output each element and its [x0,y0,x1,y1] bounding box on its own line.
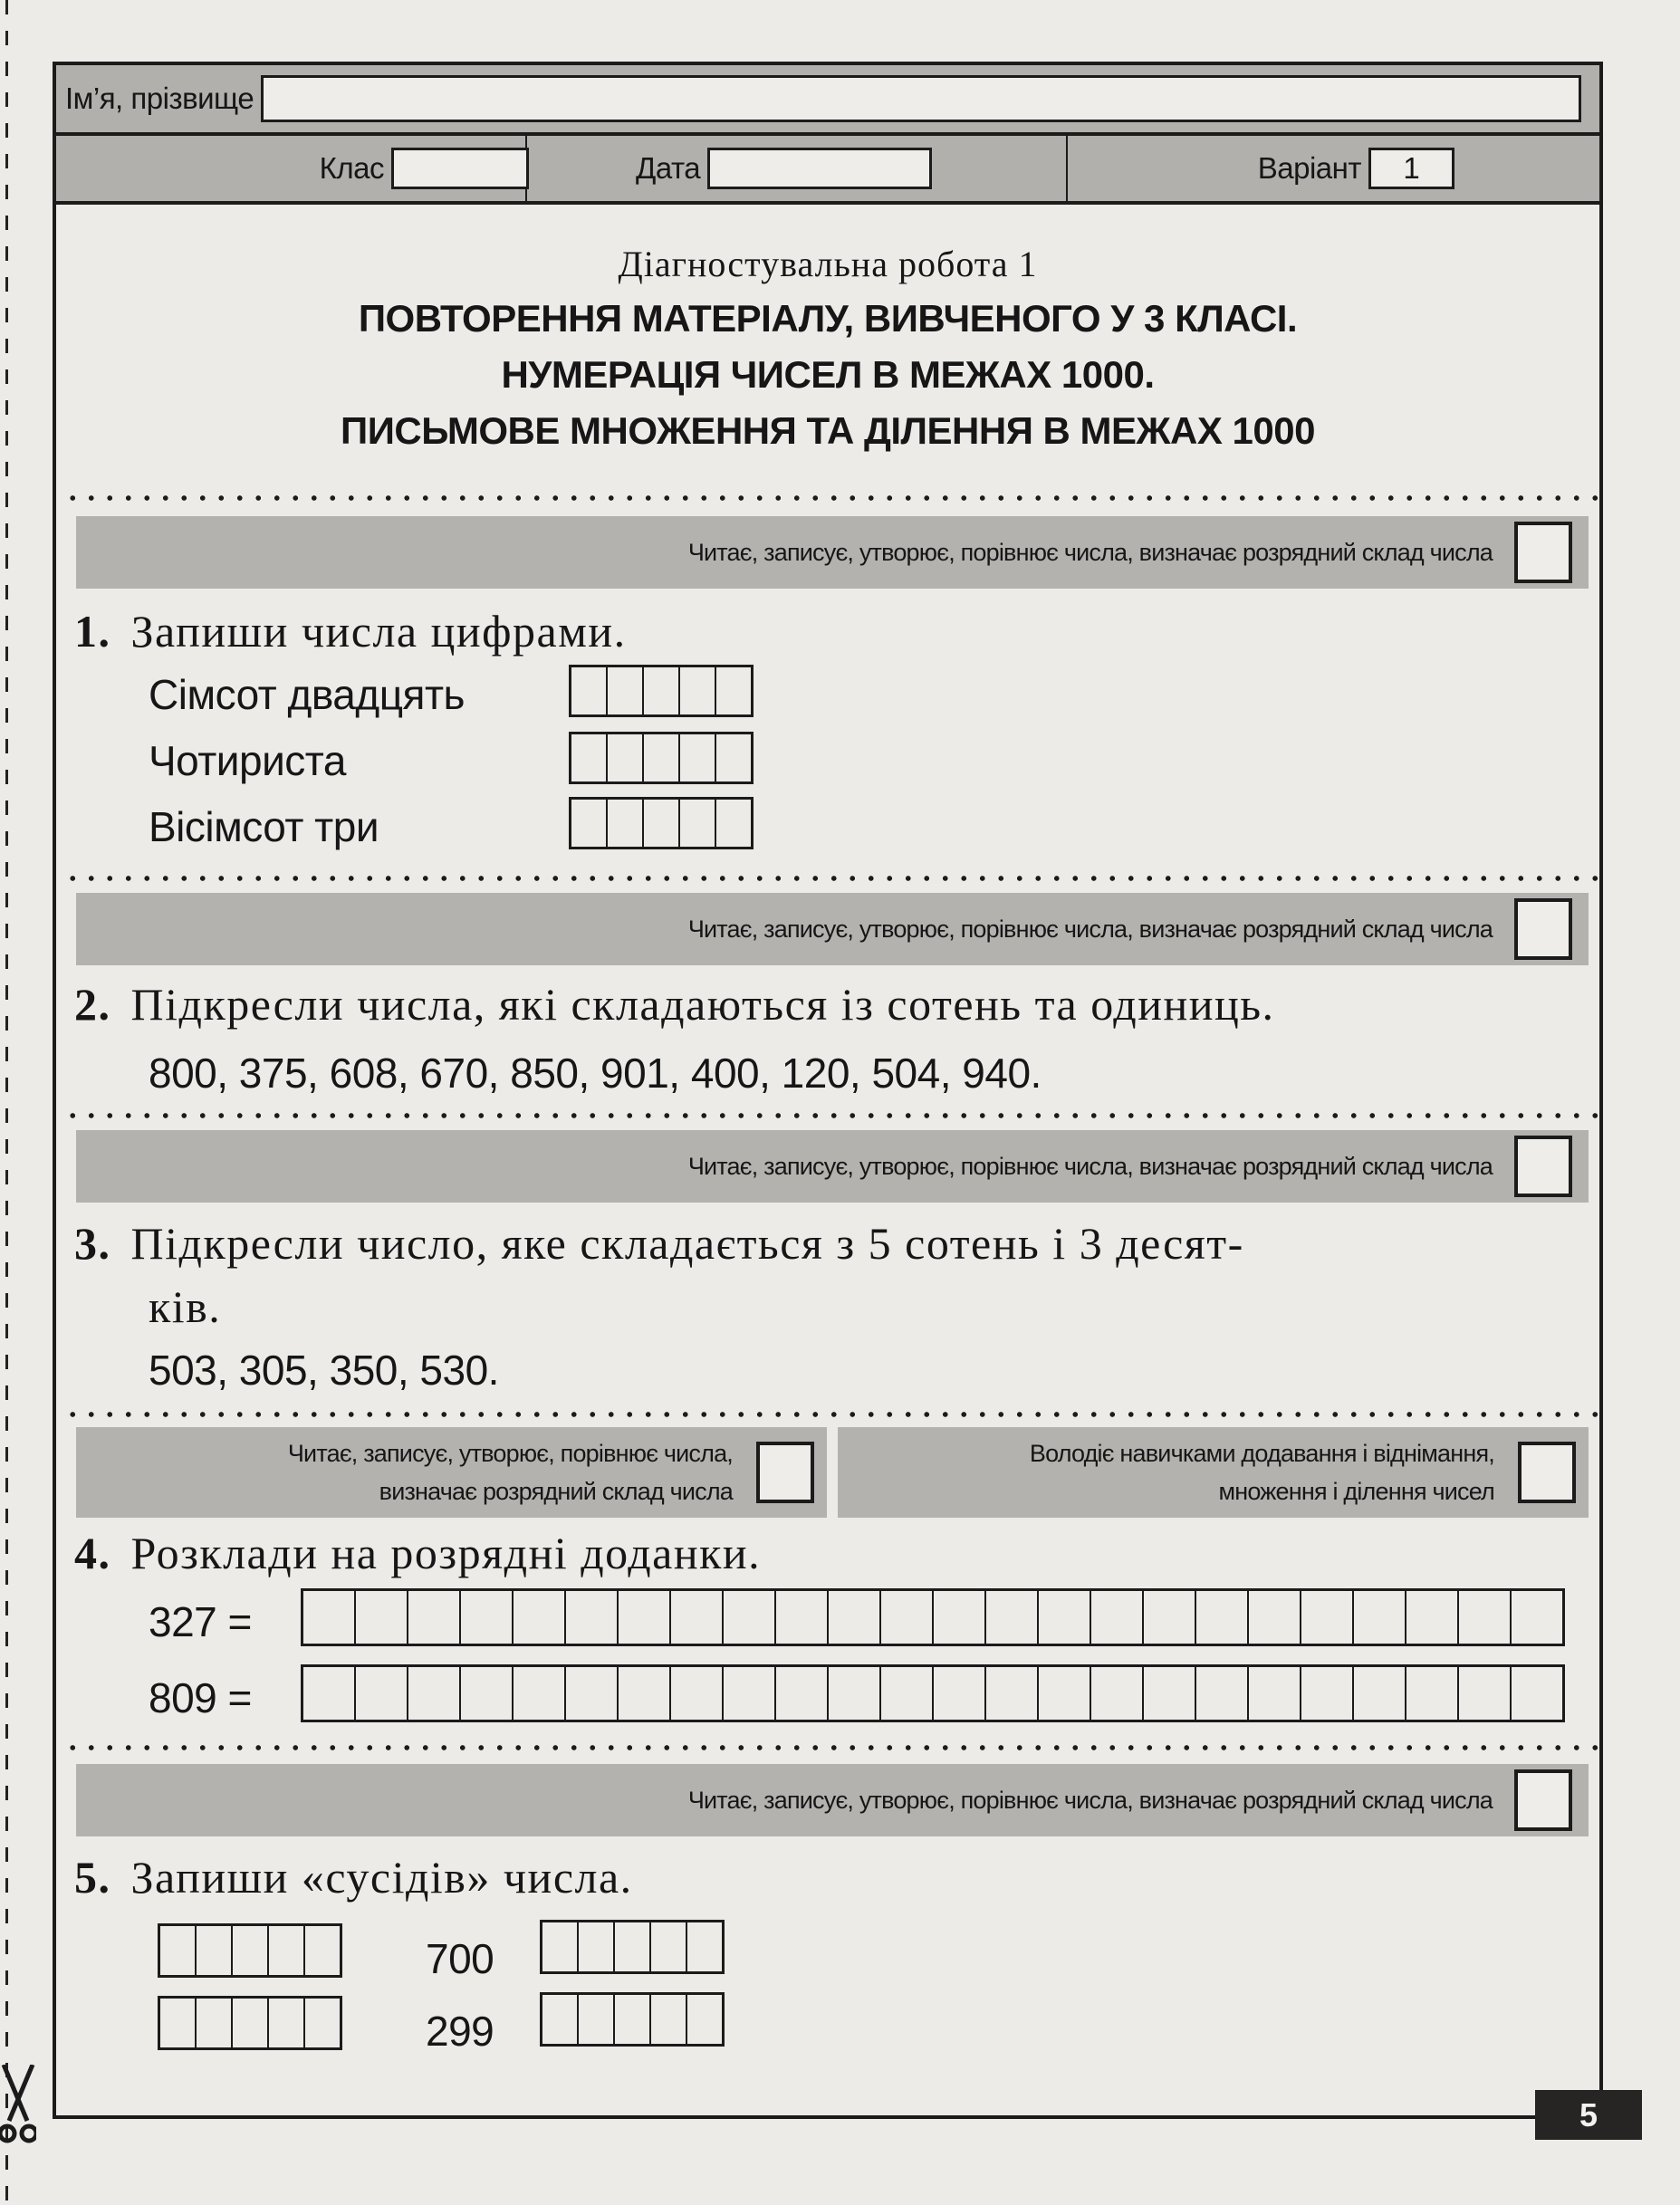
divider [63,1112,1598,1119]
answer-cell[interactable] [566,1591,619,1644]
answer-cell[interactable] [934,1591,986,1644]
answer-cell[interactable] [1512,1591,1562,1644]
date-label: Дата [636,151,701,185]
name-label: Ім’я, прізвище [65,81,254,115]
answer-cell[interactable] [1144,1591,1196,1644]
title-line-3: ПИСЬМОВЕ МНОЖЕННЯ ТА ДІЛЕННЯ В МЕЖАХ 1000 [341,409,1315,452]
answer-cell[interactable] [1039,1591,1091,1644]
answer-cell[interactable] [356,1591,408,1644]
answer-cell[interactable] [619,1667,671,1720]
date-cell [527,136,1068,201]
answer-cell[interactable] [829,1667,881,1720]
task-4-heading [74,1527,761,1579]
answer-cell[interactable] [461,1667,514,1720]
answer-cell[interactable] [514,1591,566,1644]
divider [63,875,1598,882]
answer-cell[interactable] [776,1667,829,1720]
answer-cell[interactable] [1249,1667,1301,1720]
criterion-bar-3 [76,1130,1589,1203]
number-299: 299 [426,2008,494,2055]
answer-cell[interactable] [1196,1667,1249,1720]
task-number: 1. [74,606,111,657]
criterion-bar-2 [76,893,1589,965]
task-text: Підкресли числа, які складаються із сотень та одиниць. [130,979,1275,1030]
criterion-text: Читає, записує, утворює, порівнює числа, визначає розрядний склад числа [287,1440,733,1505]
answer-cell[interactable] [1144,1667,1196,1720]
answer-cell[interactable] [566,1667,619,1720]
divider [63,1744,1598,1751]
answer-cells-3[interactable] [569,797,754,849]
criterion-text: Володіє навичками додавання і віднімання, множення і ділення чисел [1029,1440,1494,1505]
answer-cell[interactable] [356,1667,408,1720]
task-number: 2. [74,979,111,1030]
class-label: Клас [319,151,384,185]
variant-field[interactable]: 1 [1368,148,1454,189]
class-field[interactable] [391,148,529,189]
criterion-text: Читає, записує, утворює, порівнює числа, визначає розрядний склад числа [687,916,1493,943]
neighbor-before-700[interactable] [158,1923,342,1978]
date-field[interactable] [707,148,932,189]
answer-cell[interactable] [724,1591,776,1644]
answer-cell[interactable] [829,1591,881,1644]
task-number: 3. [74,1218,111,1269]
task-1-item-3: Вісімсот три [149,803,379,850]
task-text: Розклади на розрядні доданки. [130,1528,762,1578]
assessment-checkbox[interactable] [1514,1136,1572,1197]
answer-cell[interactable] [724,1667,776,1720]
criterion-numeration [76,1427,827,1518]
variant-cell [1068,136,1599,201]
answer-cell[interactable] [1301,1591,1354,1644]
criterion-bar-4 [76,1427,1589,1518]
criterion-text: Читає, записує, утворює, порівнює числа, визначає розрядний склад числа [687,1153,1493,1180]
answer-cell[interactable] [1459,1667,1512,1720]
task-number: 5. [74,1852,111,1903]
neighbor-after-299[interactable] [540,1992,725,2047]
answer-cell[interactable] [1354,1591,1406,1644]
expression-327: 327 = [149,1598,252,1645]
answer-cell[interactable] [1301,1667,1354,1720]
task-1-item-2: Чотириста [149,737,346,784]
class-cell [56,136,527,201]
number-700: 700 [426,1935,494,1982]
neighbor-after-700[interactable] [540,1920,725,1974]
answer-cell[interactable] [986,1591,1039,1644]
task-5-heading [74,1851,633,1903]
answer-cells-1[interactable] [569,665,754,717]
task-text: Запиши числа цифрами. [130,606,627,657]
answer-cell[interactable] [1406,1591,1459,1644]
assessment-checkbox[interactable] [1518,1442,1576,1503]
answer-cell[interactable] [1354,1667,1406,1720]
answer-cell[interactable] [303,1667,356,1720]
answer-cell[interactable] [1091,1667,1144,1720]
task-number: 4. [74,1528,111,1578]
answer-cell[interactable] [303,1591,356,1644]
answer-cell[interactable] [461,1591,514,1644]
answer-cell[interactable] [408,1591,461,1644]
divider [63,1411,1598,1418]
answer-cell[interactable] [1512,1667,1562,1720]
answer-cell[interactable] [1249,1591,1301,1644]
answer-cell[interactable] [408,1667,461,1720]
divider [63,494,1598,502]
task-text: Підкресли число, яке складається з 5 сотень і 3 десят- [130,1218,1244,1269]
criterion-text: Читає, записує, утворює, порівнює числа, визначає розрядний склад числа [687,539,1493,566]
answer-cell[interactable] [881,1667,934,1720]
task-2-numbers: 800, 375, 608, 670, 850, 901, 400, 120, 504, 940. [149,1050,1042,1097]
task-3-heading [74,1217,1244,1270]
criterion-bar-5 [76,1764,1589,1836]
answer-cell[interactable] [671,1591,724,1644]
assessment-checkbox[interactable] [1514,522,1572,583]
variant-label: Варіант [1257,151,1361,185]
answer-cell[interactable] [986,1667,1039,1720]
criterion-operations [838,1427,1589,1518]
answer-cell[interactable] [776,1591,829,1644]
answer-cell[interactable] [514,1667,566,1720]
answer-cell[interactable] [1091,1591,1144,1644]
criterion-bar-1 [76,516,1589,589]
task-3-text-continued: ків. [149,1281,222,1332]
task-1-heading [74,605,627,657]
expansion-cells-327[interactable] [301,1588,1565,1646]
task-1-item-1: Сімсот двадцять [149,671,465,718]
answer-cell[interactable] [934,1667,986,1720]
neighbor-before-299[interactable] [158,1996,342,2050]
student-info-header [53,62,1603,205]
answer-cell[interactable] [619,1591,671,1644]
expansion-cells-809[interactable] [301,1664,1565,1722]
cut-line [5,0,8,2205]
answer-cell[interactable] [1406,1667,1459,1720]
assessment-checkbox[interactable] [1514,898,1572,960]
task-text: Запиши «сусідів» числа. [130,1852,633,1903]
worksheet [53,62,1603,2119]
assessment-checkbox[interactable] [756,1442,814,1503]
scissors-icon [0,2065,36,2155]
expression-809: 809 = [149,1674,252,1721]
title-line-1: ПОВТОРЕННЯ МАТЕРІАЛУ, ВИВЧЕНОГО У 3 КЛАСІ. [358,297,1298,340]
work-title [56,243,1599,459]
criterion-text: Читає, записує, утворює, порівнює числа, визначає розрядний склад числа [687,1787,1493,1814]
name-field[interactable] [261,75,1581,122]
title-line-2: НУМЕРАЦІЯ ЧИСЕЛ В МЕЖАХ 1000. [501,353,1155,396]
answer-cell[interactable] [671,1667,724,1720]
page-number: 5 [1535,2090,1642,2140]
task-2-heading [74,978,1275,1031]
answer-cell[interactable] [881,1591,934,1644]
answer-cell[interactable] [1459,1591,1512,1644]
answer-cells-2[interactable] [569,732,754,784]
assessment-checkbox[interactable] [1514,1769,1572,1831]
answer-cell[interactable] [1039,1667,1091,1720]
work-subtitle: Діагностувальна робота 1 [618,244,1038,284]
task-3-numbers: 503, 305, 350, 530. [149,1347,499,1394]
answer-cell[interactable] [1196,1591,1249,1644]
